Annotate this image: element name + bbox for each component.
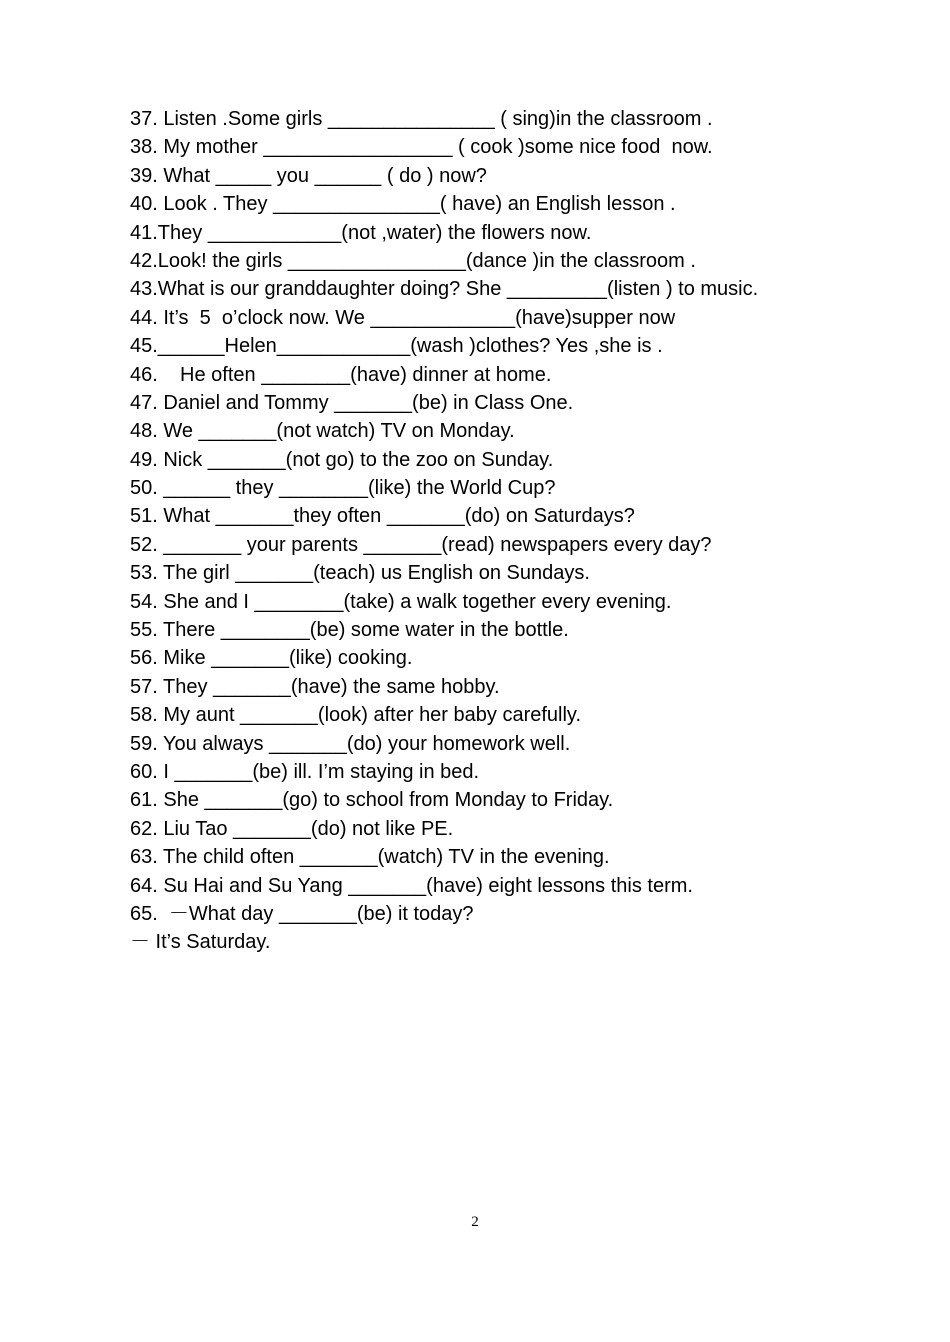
exercise-line: 51. What _______they often _______(do) on Saturdays?	[130, 505, 635, 528]
exercise-line: 52. _______ your parents _______(read) newspapers every day?	[130, 533, 712, 556]
exercise-line: 58. My aunt _______(look) after her baby carefully.	[130, 704, 581, 727]
exercise-line: 43.What is our granddaughter doing? She _________(listen ) to music.	[130, 278, 759, 301]
exercise-line: 47. Daniel and Tommy _______(be) in Class One.	[130, 391, 574, 414]
exercise-line: 63. The child often _______(watch) TV in the evening.	[130, 846, 610, 869]
exercise-line: 56. Mike _______(like) cooking.	[130, 647, 413, 670]
exercise-line: 60. I _______(be) ill. I’m staying in bed.	[130, 760, 480, 783]
exercise-line: 54. She and I ________(take) a walk together every evening.	[130, 590, 672, 613]
exercise-line: 37. Listen .Some girls _______________ ( sing)in the classroom .	[130, 108, 713, 130]
exercise-line: 61. She _______(go) to school from Monday to Friday.	[130, 789, 614, 812]
page-number: 2	[471, 1214, 479, 1230]
exercise-line: 57. They _______(have) the same hobby.	[130, 675, 500, 698]
exercise-line: 50. ______ they ________(like) the World Cup?	[130, 477, 556, 500]
exercise-line: 65. －What day _______(be) it today?	[130, 902, 474, 925]
exercise-line: 46. He often ________(have) dinner at home.	[130, 363, 552, 386]
exercise-line: 48. We _______(not watch) TV on Monday.	[130, 420, 515, 443]
exercise-line: 40. Look . They _______________( have) an English lesson .	[130, 193, 676, 216]
exercise-line: 44. It’s 5 o’clock now. We _____________(have)supper now	[130, 306, 676, 329]
exercise-line: 39. What _____ you ______ ( do ) now?	[130, 164, 487, 187]
exercise-line: 53. The girl _______(teach) us English on Sundays.	[130, 562, 590, 585]
exercise-list	[130, 105, 890, 957]
exercise-line: － It’s Saturday.	[130, 931, 271, 954]
exercise-line: 62. Liu Tao _______(do) not like PE.	[130, 817, 454, 840]
exercise-line: 49. Nick _______(not go) to the zoo on Sunday.	[130, 448, 554, 471]
exercise-line: 41.They ____________(not ,water) the flowers now.	[130, 221, 592, 244]
exercise-line: 42.Look! the girls ________________(dance )in the classroom .	[130, 249, 696, 272]
exercise-line: 38. My mother _________________ ( cook )some nice food now.	[130, 136, 713, 159]
exercise-line: 64. Su Hai and Su Yang _______(have) eight lessons this term.	[130, 874, 693, 897]
exercise-line: 45.______Helen____________(wash )clothes? Yes ,she is .	[130, 335, 663, 358]
exercise-line: 59. You always _______(do) your homework well.	[130, 732, 571, 755]
exercise-line: 55. There ________(be) some water in the bottle.	[130, 619, 569, 642]
